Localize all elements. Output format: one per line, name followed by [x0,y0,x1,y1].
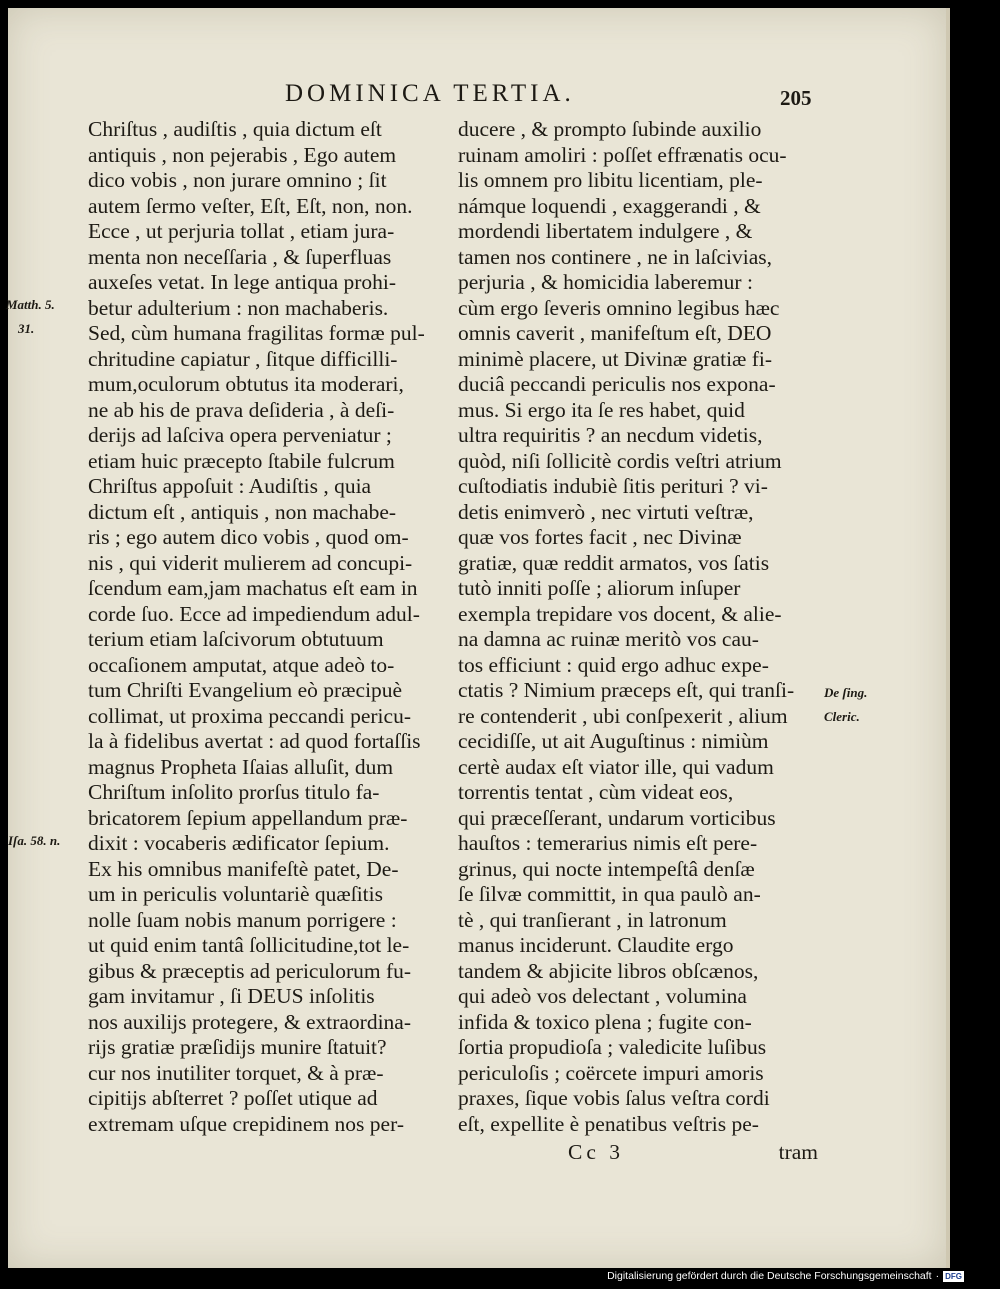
text-line: qui adeò vos delectant , volumina [458,984,747,1008]
text-line: eſt, expellite è penatibus veſtris pe- [458,1111,759,1136]
marginal-note-matth-verse: 31. [18,321,35,336]
text-line: ultra requiritis ? an necdum videtis, [458,423,763,447]
text-line: nolle ſuam nobis manum porrigere : [88,907,397,932]
text-line: na damna ac ruinæ meritò vos cau- [458,627,759,651]
text-line: corde ſuo. Ecce ad impediendum adul- [88,601,420,626]
marginal-note-matth: Matth. 5. [6,297,55,312]
text-line: occaſionem amputat, atque adeò to- [88,652,395,677]
text-line: cur nos inutiliter torquet, & à præ- [88,1060,384,1085]
text-line: cecidiſſe, ut ait Auguſtinus : nimiùm [458,729,769,753]
text-line: mus. Si ergo ita ſe res habet, quid [458,397,745,422]
text-line: ut quid enim tantâ ſollicitudine,tot le- [88,933,410,957]
text-line: perjuria , & homicidia laberemur : [458,270,753,294]
text-line: Chriſtus appoſuit : Audiſtis , quia [88,474,372,498]
running-title: DOMINICA TERTIA. [285,80,575,107]
text-line: dico vobis , non jurare omnino ; ſit [88,168,387,192]
text-line: hauſtos : temerarius nimis eſt pere- [458,831,758,855]
text-line: quòd, niſi ſollicitè cordis veſtri atrium [458,448,782,473]
text-line: Chriſtus , audiſtis , quia dictum eſt [88,117,382,141]
text-line: tum Chriſti Evangelium eò præcipuè [88,678,403,702]
text-line: qui præceſſerant, undarum vorticibus [458,805,776,830]
text-line: gibus & præceptis ad periculorum fu- [88,958,412,983]
text-line: nos auxilijs protegere, & extraordina- [88,1009,411,1034]
text-line: rijs gratiæ præſidijs munire ſtatuit? [88,1035,387,1059]
text-line: menta non neceſſaria , & ſuperfluas [88,244,392,269]
text-line: tandem & abjicite libros obſcænos, [458,958,759,983]
text-line: um in periculis voluntariè quæſitis [88,882,383,906]
text-line: detis enimverò , nec virtuti veſtræ, [458,499,754,524]
text-line: periculoſis ; coërcete impuri amoris [458,1060,764,1085]
text-line: lis omnem pro libitu licentiam, ple- [458,168,763,192]
text-line: manus inciderunt. Claudite ergo [458,933,734,957]
text-line: antiquis , non pejerabis , Ego autem [88,142,397,167]
text-line: derijs ad laſciva opera perveniatur ; [88,423,392,447]
text-line: ducere , & prompto ſubinde auxilio [458,117,762,141]
text-line: ne ab his de prava deſideria , à deſi- [88,397,395,422]
text-line: dictum eſt , antiquis , non machabe- [88,499,397,524]
text-line: etiam huic præcepto ſtabile fulcrum [88,448,395,473]
page-number: 205 [780,86,812,110]
text-line: praxes, ſique vobis ſalus veſtra cordi [458,1086,770,1110]
text-line: Sed, cùm humana fragilitas formæ pul- [88,321,425,345]
marginal-note-isaias: Iſa. 58. n. [8,833,61,848]
text-line: tos efficiunt : quid ergo adhuc expe- [458,652,769,677]
text-line: mum,oculorum obtutus ita moderari, [88,372,404,396]
text-line: chritudine capiatur , ſitque difficilli- [88,346,398,371]
digitization-credit: Digitalisierung gefördert durch die Deutsche Forschungsgemeinschaft · DFG [607,1270,962,1282]
page-edge [946,8,950,1268]
text-line: gam invitamur , ſi DEUS inſolitis [88,984,375,1008]
text-line: omnis caverit , manifeſtum eſt, DEO [458,321,772,345]
text-line: tamen nos continere , ne in laſcivias, [458,244,773,269]
right-text-column [458,117,820,1137]
marginal-note-cleric: Cleric. [824,709,860,724]
text-line: magnus Propheta Iſaias alluſit, dum [88,754,394,779]
text-line: torrentis tentat , cùm videat eos, [458,780,734,804]
catchword: tram [778,1140,818,1164]
text-line: ſe ſilvæ committit, in qua paulò an- [458,882,761,906]
text-line: ſortia propudioſa ; valedicite luſibus [458,1035,767,1059]
text-line: exempla trepidare vos docent, & alie- [458,601,782,626]
left-text-column [88,117,448,1137]
text-line: ris ; ego autem dico vobis , quod om- [88,525,409,549]
text-line: minimè placere, ut Divinæ gratiæ fi- [458,346,773,371]
text-line: mordendi libertatem indulgere , & [458,219,753,243]
text-line: cùm ergo ſeveris omnino legibus hæc [458,295,780,320]
credit-text: Digitalisierung gefördert durch die Deutsche Forschungsgemeinschaft [607,1270,932,1282]
text-line: collimat, ut proxima peccandi pericu- [88,703,411,728]
text-line: námque loquendi , exaggerandi , & [458,193,761,218]
text-line: la à fidelibus avertat : ad quod fortaſſis [88,729,421,753]
text-line: certè audax eſt viator ille, qui vadum [458,754,774,779]
text-line: infida & toxico plena ; fugite con- [458,1009,752,1034]
text-line: bricatorem ſepium appellandum præ- [88,805,408,830]
dfg-logo: DFG [945,1271,962,1281]
text-line: quæ vos fortes facit , nec Divinæ [458,525,742,549]
text-line: extremam uſque crepidinem nos per- [88,1111,404,1136]
text-line: ctatis ? Nimium præceps eſt, qui tranſi- [458,678,795,702]
text-line: Ecce , ut perjuria tollat , etiam jura- [88,219,395,243]
text-line: duciâ peccandi periculis nos expona- [458,372,776,396]
text-line: ſcendum eam,jam machatus eſt eam in [88,576,418,600]
text-line: tutò inniti poſſe ; aliorum inſuper [458,576,741,600]
text-line: cuſtodiatis indubiè ſitis perituri ? vi- [458,474,768,498]
text-line: grinus, qui nocte intempeſtâ denſæ [458,856,755,881]
marginal-note-de-sing: De ſing. [824,685,868,700]
text-line: gratiæ, quæ reddit armatos, vos ſatis [458,550,770,575]
text-line: auxeſes vetat. In lege antiqua prohi- [88,270,397,294]
text-line: nis , qui viderit mulierem ad concupi- [88,550,413,575]
text-line: ruinam amoliri : poſſet effrænatis ocu- [458,142,787,167]
text-line: Ex his omnibus manifeſtè patet, De- [88,856,399,881]
text-line: tè , qui tranſierant , in latronum [458,907,727,932]
text-line: terium etiam laſcivorum obtutuum [88,627,384,651]
text-line: dixit : vocaberis ædificator ſepium. [88,831,390,855]
catchline [456,1139,818,1165]
text-line: betur adulterium : non machaberis. [88,295,389,320]
text-line: re contenderit , ubi conſpexerit , alium [458,703,788,728]
signature-mark: Cc 3 [568,1140,625,1164]
text-line: Chriſtum inſolito prorſus titulo fa- [88,780,380,804]
text-line: cipitijs abſterret ? poſſet utique ad [88,1086,378,1110]
text-line: autem ſermo veſter, Eſt, Eſt, non, non. [88,193,413,218]
